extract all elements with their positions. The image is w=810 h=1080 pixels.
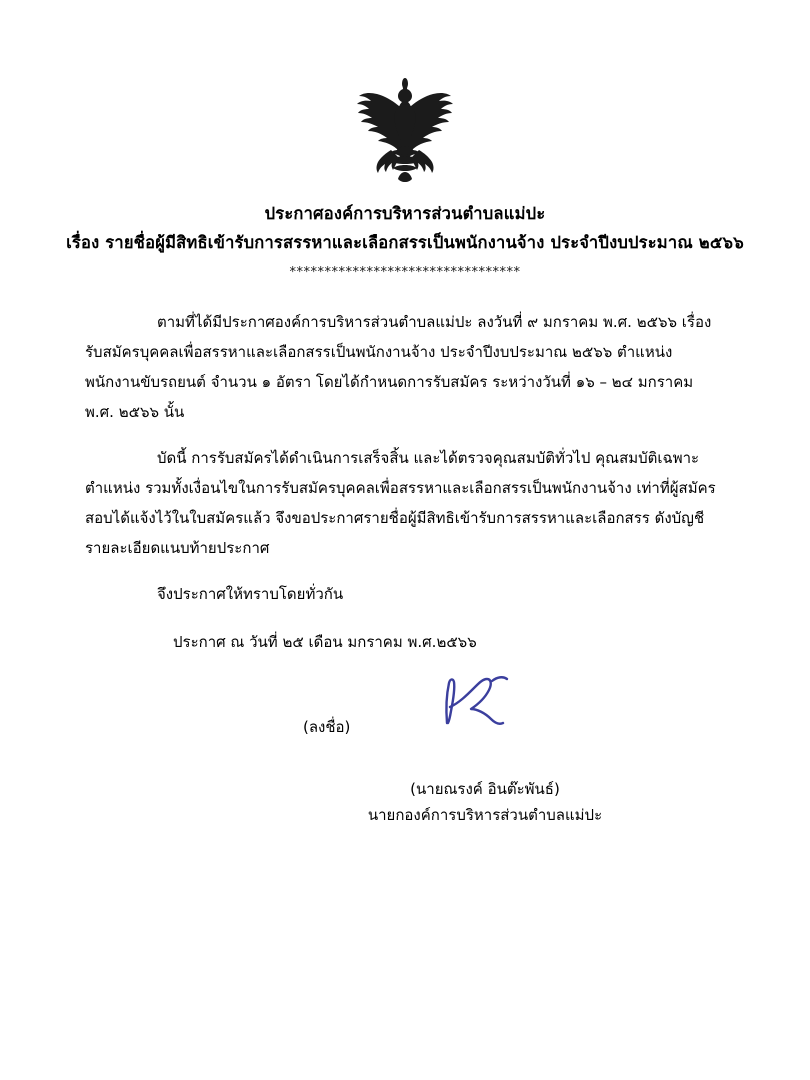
heading-separator: ********************************* <box>289 264 521 280</box>
announcement-organization: ประกาศองค์การบริหารส่วนตำบลแม่ปะ <box>264 204 546 223</box>
notice-text: จึงประกาศให้ทราบโดยทั่วกัน <box>157 584 344 603</box>
paragraph-2-text: บัดนี้ การรับสมัครได้ดำเนินการเสร็จสิ้น และได้ตรวจคุณสมบัติทั่วไป คุณสมบัติเฉพาะตำแหน่ง รวมทั้งเงื่อนไขในการรับสมัครบุคคลเพื่อสรรหาและเลือกสรรเป็นพนักงานจ้าง เท่าที่ผู้สมัครสอบได้แจ้งไว้ในใบสมัครแล้ว จึงขอประกาศรายชื่อผู้มีสิทธิเข้ารับการสรรหาและเลือกสรร ดังบัญชีรายละเอียดแนบท้ายประกาศ <box>85 448 716 557</box>
signature-label: (ลงชื่อ) <box>303 717 351 736</box>
document-heading <box>0 200 810 285</box>
body-notice <box>85 579 725 609</box>
announcement-date: ประกาศ ณ วันที่ ๒๕ เดือน มกราคม พ.ศ.๒๕๖๖ <box>173 632 477 651</box>
body-paragraph-2 <box>85 443 725 563</box>
emblem-container <box>0 0 810 190</box>
signer-name: (นายณรงค์ อินต๊ะพันธ์) <box>410 779 560 798</box>
body-paragraph-1 <box>85 307 725 427</box>
signer-title: นายกองค์การบริหารส่วนตำบลแม่ปะ <box>367 806 603 824</box>
document-body <box>85 307 725 657</box>
signature-block <box>85 715 725 828</box>
garuda-emblem-icon <box>339 72 471 190</box>
handwritten-signature-icon <box>437 673 515 729</box>
announcement-subject: เรื่อง รายชื่อผู้มีสิทธิเข้ารับการสรรหาและเลือกสรรเป็นพนักงานจ้าง ประจำปีงบประมาณ ๒๕๖๖ <box>66 232 744 252</box>
paragraph-1-text: ตามที่ได้มีประกาศองค์การบริหารส่วนตำบลแม่ปะ ลงวันที่ ๙ มกราคม พ.ศ. ๒๕๖๖ เรื่อง รับสมัครบุคคลเพื่อสรรหาและเลือกสรรเป็นพนักงานจ้าง ประจำปีงบประมาณ ๒๕๖๖ ตำแหน่ง พนักงานขับรถยนต์ จำนวน ๑ อัตรา โดยได้กำหนดการรับสมัคร ระหว่างวันที่ ๑๖ – ๒๔ มกราคม พ.ศ. ๒๕๖๖ นั้น <box>85 312 712 421</box>
